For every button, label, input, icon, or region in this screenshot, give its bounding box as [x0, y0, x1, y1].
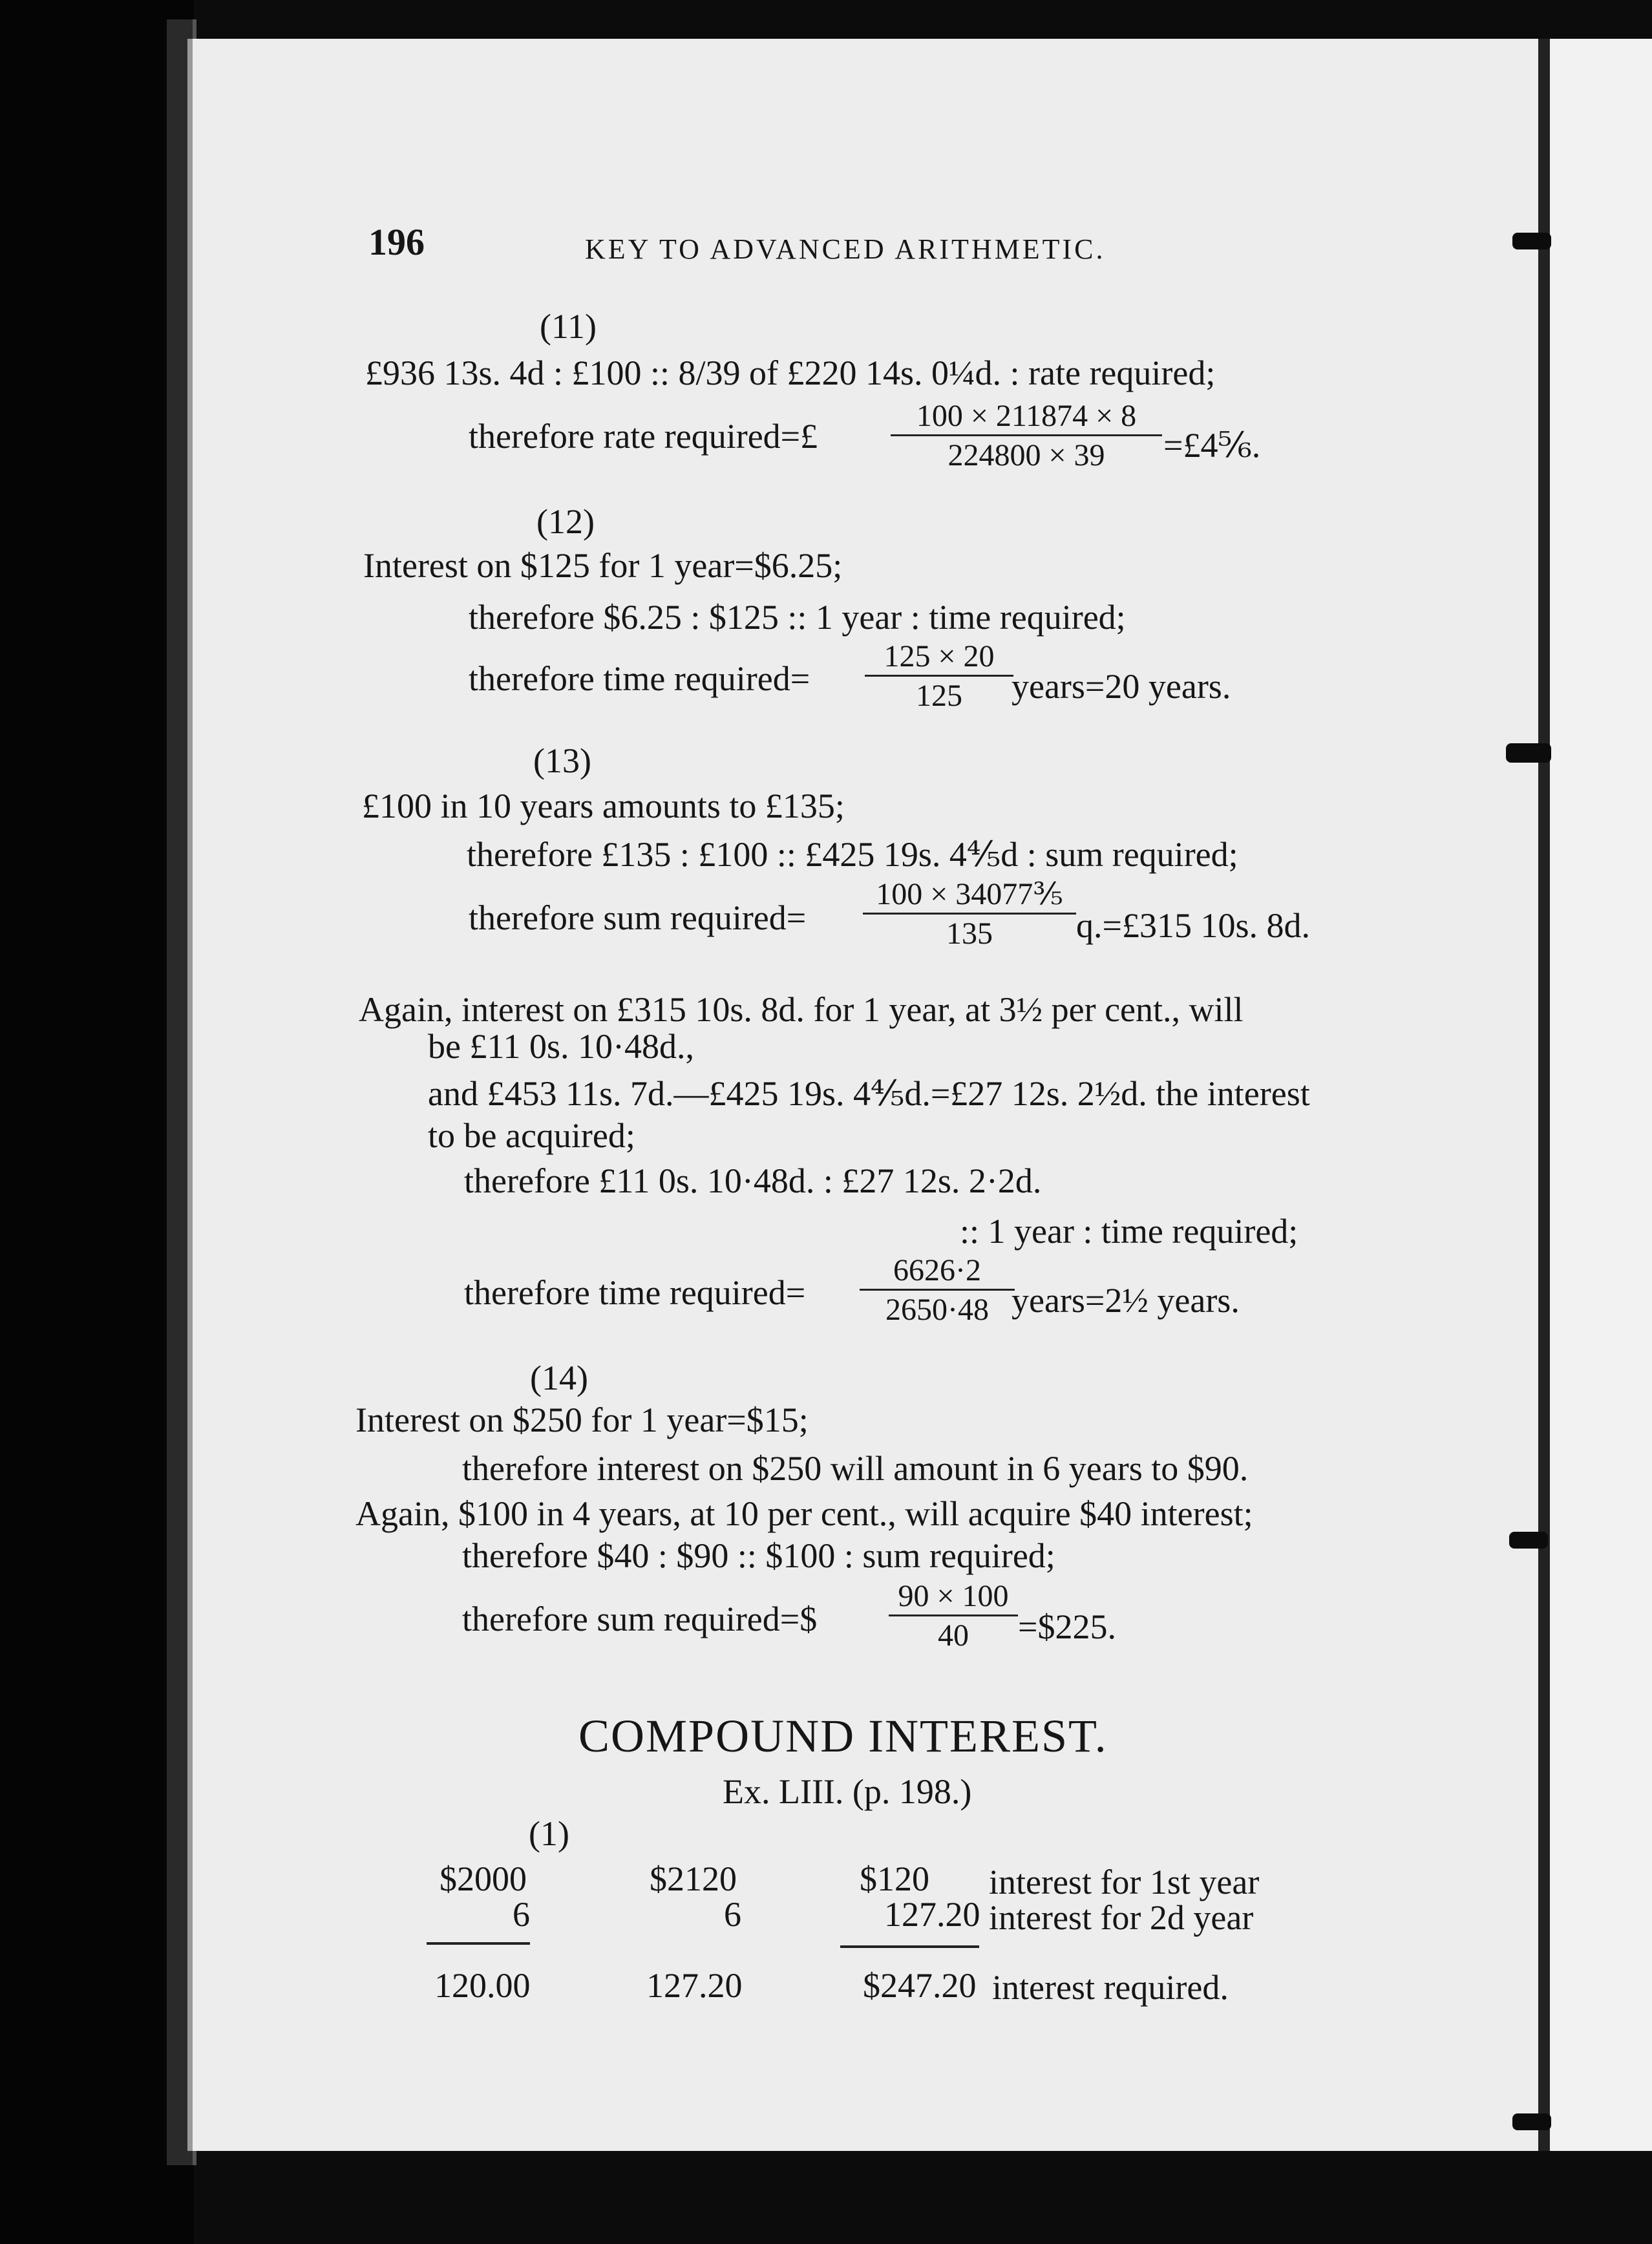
- text-line: Interest on $125 for 1 year=$6.25;: [363, 546, 843, 585]
- text-line: therefore sum required=: [469, 898, 807, 937]
- section-subheading: Ex. LIII. (p. 198.): [723, 1772, 972, 1811]
- section-heading: COMPOUND INTEREST.: [578, 1710, 1108, 1762]
- fraction-denominator: 125: [916, 679, 962, 713]
- table-cell: $2000: [439, 1859, 527, 1898]
- fraction: [891, 401, 1162, 471]
- table-cell: $247.20: [863, 1966, 977, 2005]
- table-cell: interest for 2d year: [989, 1898, 1254, 1937]
- fraction-denominator: 224800 × 39: [948, 438, 1105, 472]
- table-cell: interest for 1st year: [989, 1863, 1260, 1901]
- sum-rule: [840, 1945, 979, 1948]
- text-line: Again, interest on £315 10s. 8d. for 1 year, at 3½ per cent., will: [359, 990, 1244, 1029]
- text-line: therefore time required=: [464, 1273, 806, 1312]
- binding-gutter: [1538, 39, 1550, 2151]
- running-title: KEY TO ADVANCED ARITHMETIC.: [585, 233, 1106, 265]
- fraction-denominator: 40: [938, 1618, 969, 1653]
- facing-page-edge: [1550, 39, 1652, 2151]
- sum-rule: [427, 1942, 530, 1945]
- table-cell: 127.20: [884, 1895, 980, 1934]
- fraction: [860, 1255, 1015, 1326]
- text-line: therefore rate required=£: [469, 417, 818, 456]
- fraction-numerator: 100 × 34077⅗: [863, 879, 1076, 915]
- table-cell: 120.00: [434, 1966, 531, 2005]
- text-line: years=20 years.: [1011, 667, 1231, 706]
- text-line: £936 13s. 4d : £100 :: 8/39 of £220 14s. 0¼d. : rate required;: [365, 354, 1216, 392]
- fraction-denominator: 135: [946, 916, 993, 951]
- exercise-label: (14): [530, 1359, 588, 1397]
- text-line: therefore £11 0s. 10·48d. : £27 12s. 2·2d.: [464, 1161, 1042, 1200]
- fraction-numerator: 125 × 20: [865, 641, 1013, 677]
- book-spine: [0, 0, 194, 2244]
- fraction: [863, 879, 1076, 949]
- exercise-label: (12): [536, 502, 595, 541]
- text-line: :: 1 year : time required;: [960, 1212, 1298, 1251]
- table-cell: 127.20: [646, 1966, 743, 2005]
- binding-stitch: [1512, 233, 1551, 249]
- table-cell: $120: [860, 1859, 929, 1898]
- text-line: therefore £135 : £100 :: £425 19s. 4⅘d : sum required;: [467, 835, 1238, 874]
- text-line: =$225.: [1018, 1607, 1116, 1646]
- fraction: [889, 1581, 1018, 1651]
- fraction: [865, 641, 1013, 712]
- exercise-label: (11): [540, 307, 597, 346]
- fraction-numerator: 6626·2: [860, 1255, 1015, 1291]
- text-line: therefore time required=: [469, 659, 810, 698]
- table-cell: 6: [724, 1895, 741, 1934]
- text-line: Interest on $250 for 1 year=$15;: [355, 1401, 809, 1439]
- text-line: be £11 0s. 10·48d.,: [428, 1027, 694, 1066]
- text-line: Again, $100 in 4 years, at 10 per cent., will acquire $40 interest;: [355, 1494, 1253, 1533]
- binding-stitch: [1509, 1532, 1548, 1549]
- fraction-denominator: 2650·48: [885, 1293, 989, 1327]
- text-line: to be acquired;: [428, 1116, 635, 1155]
- table-cell: $2120: [650, 1859, 737, 1898]
- exercise-label: (1): [529, 1814, 569, 1853]
- exercise-label: (13): [533, 741, 591, 780]
- fraction-numerator: 100 × 211874 × 8: [891, 401, 1162, 436]
- fraction-numerator: 90 × 100: [889, 1581, 1018, 1616]
- table-cell: interest required.: [992, 1968, 1229, 2007]
- text-line: therefore $40 : $90 :: $100 : sum required;: [462, 1536, 1055, 1575]
- text-line: £100 in 10 years amounts to £135;: [362, 787, 845, 825]
- binding-stitch: [1506, 743, 1551, 763]
- binding-stitch: [1512, 2113, 1551, 2130]
- text-line: q.=£315 10s. 8d.: [1076, 906, 1310, 945]
- text-line: therefore sum required=$: [462, 1600, 818, 1638]
- page-number: 196: [368, 221, 425, 263]
- table-cell: 6: [513, 1895, 530, 1934]
- text-line: therefore interest on $250 will amount in 6 years to $90.: [462, 1449, 1249, 1488]
- text-line: =£4⅚.: [1163, 426, 1261, 465]
- text-line: therefore $6.25 : $125 :: 1 year : time required;: [469, 598, 1126, 637]
- text-line: and £453 11s. 7d.—£425 19s. 4⅘d.=£27 12s. 2½d. the interest: [428, 1074, 1310, 1113]
- text-line: years=2½ years.: [1011, 1281, 1240, 1320]
